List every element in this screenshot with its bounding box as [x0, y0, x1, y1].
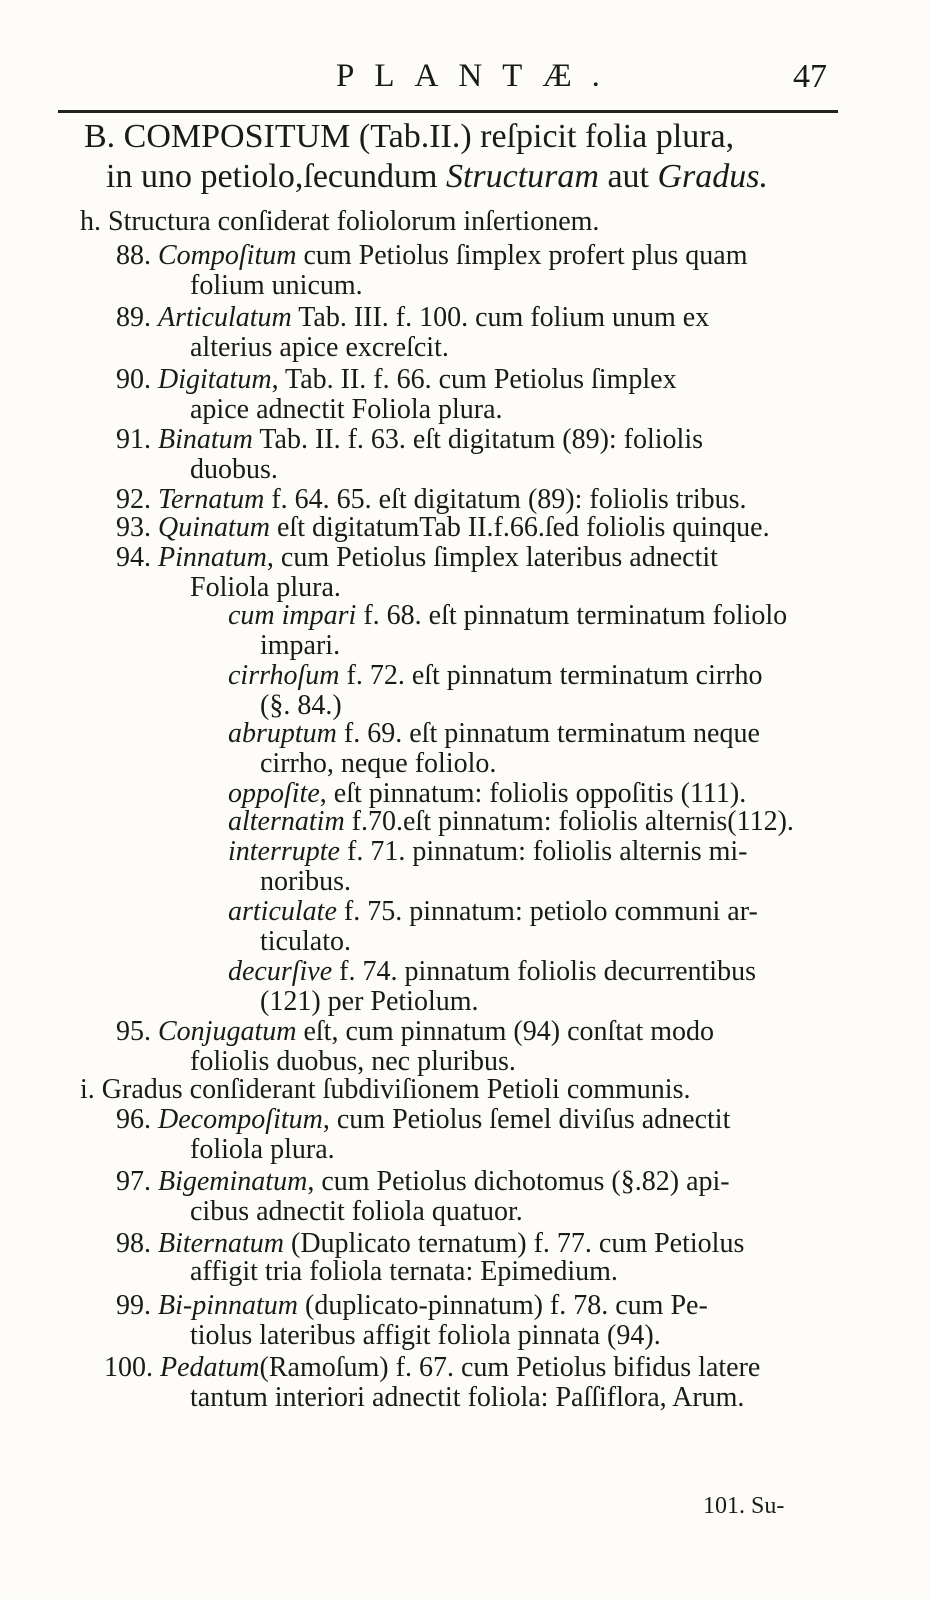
line-text: , Tab. II. f. 66. cum Petiolus ſimplex	[271, 364, 677, 395]
line-text: f. 64. 65. eſt digitatum (89): foliolis tribus.	[264, 484, 747, 515]
term: 88. Compoſitum	[116, 240, 297, 271]
heading-text: B. COMPOSITUM (Tab.II.) reſpicit folia plura,	[84, 118, 735, 155]
line-text: , cum Petiolus dichotomus (§.82) api-	[307, 1166, 730, 1197]
term: 100. Pedatum	[104, 1352, 260, 1383]
text-line	[260, 630, 340, 662]
catchword: 101. Su-	[703, 1493, 785, 1519]
text-line	[104, 1352, 760, 1384]
line-text: ticulato.	[260, 926, 351, 957]
line-text: cum Petiolus ſimplex profert plus quam	[296, 240, 748, 271]
text-line	[116, 1166, 730, 1198]
line-text: cibus adnectit foliola quatuor.	[190, 1196, 523, 1227]
term: decurſive	[228, 956, 333, 987]
term: interrupte	[228, 836, 340, 867]
term: cum impari	[228, 600, 357, 631]
text-line	[190, 1196, 523, 1228]
term: 96. Decompoſitum	[116, 1104, 323, 1135]
text-line	[228, 718, 760, 750]
text-line	[190, 332, 449, 364]
line-text: Foliola plura.	[190, 572, 341, 603]
line-text: apice adnectit Foliola plura.	[190, 394, 503, 425]
line-text: f. 68. eſt pinnatum terminatum foliolo	[356, 600, 788, 631]
line-text: tantum interiori adnectit foliola: Paſſiflora, Arum.	[190, 1382, 745, 1413]
line-text: f. 74. pinnatum foliolis decurrentibus	[332, 956, 756, 987]
text-line	[190, 1382, 744, 1414]
line-text: alterius apice excreſcit.	[190, 332, 449, 363]
text-line	[116, 1290, 708, 1322]
line-text: Tab. II. f. 63. eſt digitatum (89): foliolis	[252, 424, 704, 455]
text-line	[190, 394, 503, 426]
running-title: PLANTÆ.	[336, 58, 620, 94]
line-text: foliola plura.	[190, 1134, 335, 1165]
text-line	[260, 926, 351, 958]
line-text: f.70.eſt pinnatum: foliolis alternis(112).	[344, 806, 794, 837]
line-text: f. 72. eſt pinnatum terminatum cirrho	[339, 660, 763, 691]
line-text: i. Gradus conſiderant ſubdiviſionem Petioli communis.	[80, 1074, 691, 1105]
line-text: Tab. III. f. 100. cum folium unum ex	[291, 302, 710, 333]
line-text: (121) per Petiolum.	[260, 986, 479, 1017]
text-line	[228, 956, 756, 988]
header-rule	[58, 110, 838, 113]
text-line	[116, 240, 748, 272]
term: articulate	[228, 896, 337, 927]
text-line	[80, 1074, 690, 1106]
page-number: 47	[793, 58, 827, 95]
term: 99. Bi-pinnatum	[116, 1290, 298, 1321]
text-line	[260, 866, 351, 898]
line-text: , cum Petiolus ſemel diviſus adnectit	[322, 1104, 731, 1135]
term: abruptum	[228, 718, 337, 749]
text-line	[116, 364, 677, 396]
term: oppoſite	[228, 778, 320, 809]
text-line	[80, 206, 599, 238]
term: 92. Ternatum	[116, 484, 265, 515]
line-text: (§. 84.)	[260, 690, 342, 721]
section-heading-line-2	[106, 158, 768, 196]
line-text: eſt, cum pinnatum (94) conſtat modo	[296, 1016, 715, 1047]
line-text: tiolus lateribus affigit foliola pinnata (94).	[190, 1320, 661, 1351]
text-line	[190, 1256, 618, 1288]
text-line	[116, 424, 703, 456]
line-text: , eſt pinnatum: foliolis oppoſitis (111).	[319, 778, 747, 809]
line-text: duobus.	[190, 454, 278, 485]
term: 89. Articulatum	[116, 302, 292, 333]
heading-text: aut	[598, 158, 658, 195]
term: 94. Pinnatum	[116, 542, 267, 573]
line-text: foliolis duobus, nec pluribus.	[190, 1046, 516, 1077]
line-text: f. 75. pinnatum: petiolo communi ar-	[336, 896, 758, 927]
text-line	[228, 806, 794, 838]
term: 98. Biternatum	[116, 1228, 284, 1259]
text-line	[116, 1104, 730, 1136]
text-line	[116, 1016, 714, 1048]
section-heading-line-1	[84, 118, 734, 156]
line-text: affigit tria foliola ternata: Epimedium.	[190, 1256, 618, 1287]
text-line	[116, 512, 770, 544]
text-line	[228, 660, 763, 692]
heading-term: Structuram	[445, 158, 599, 195]
text-line	[260, 748, 496, 780]
text-line	[260, 986, 479, 1018]
line-text: cirrho, neque foliolo.	[260, 748, 497, 779]
term: 91. Binatum	[116, 424, 253, 455]
term: 97. Bigeminatum	[116, 1166, 308, 1197]
term: cirrhoſum	[228, 660, 340, 691]
term: 90. Digitatum	[116, 364, 272, 395]
text-line	[228, 836, 748, 868]
text-line	[228, 600, 787, 632]
term: 93. Quinatum	[116, 512, 270, 543]
text-line	[190, 270, 363, 302]
line-text: f. 71. pinnatum: foliolis alternis mi-	[340, 836, 748, 867]
line-text: eſt digitatumTab II.f.66.ſed foliolis quinque.	[270, 512, 770, 543]
line-text: h. Structura conſiderat foliolorum inſertionem.	[80, 206, 600, 237]
line-text: noribus.	[260, 866, 351, 897]
heading-term: Gradus.	[657, 158, 769, 195]
line-text: (duplicato-pinnatum) f. 78. cum Pe-	[298, 1290, 708, 1321]
term: 95. Conjugatum	[116, 1016, 297, 1047]
text-line	[190, 1320, 661, 1352]
text-line	[190, 454, 278, 486]
text-line	[116, 542, 718, 574]
line-text: (Duplicato ternatum) f. 77. cum Petiolus	[284, 1228, 745, 1259]
text-line	[190, 1134, 335, 1166]
heading-text: in uno petiolo,ſecundum	[106, 158, 446, 195]
line-text: , cum Petiolus ſimplex lateribus adnectit	[266, 542, 718, 573]
term: alternatim	[228, 806, 345, 837]
line-text: (Ramoſum) f. 67. cum Petiolus bifidus latere	[259, 1352, 761, 1383]
line-text: f. 69. eſt pinnatum terminatum neque	[336, 718, 760, 749]
line-text: folium unicum.	[190, 270, 363, 301]
text-line	[228, 896, 758, 928]
text-line	[116, 302, 709, 334]
line-text: impari.	[260, 630, 341, 661]
running-head	[0, 58, 930, 104]
